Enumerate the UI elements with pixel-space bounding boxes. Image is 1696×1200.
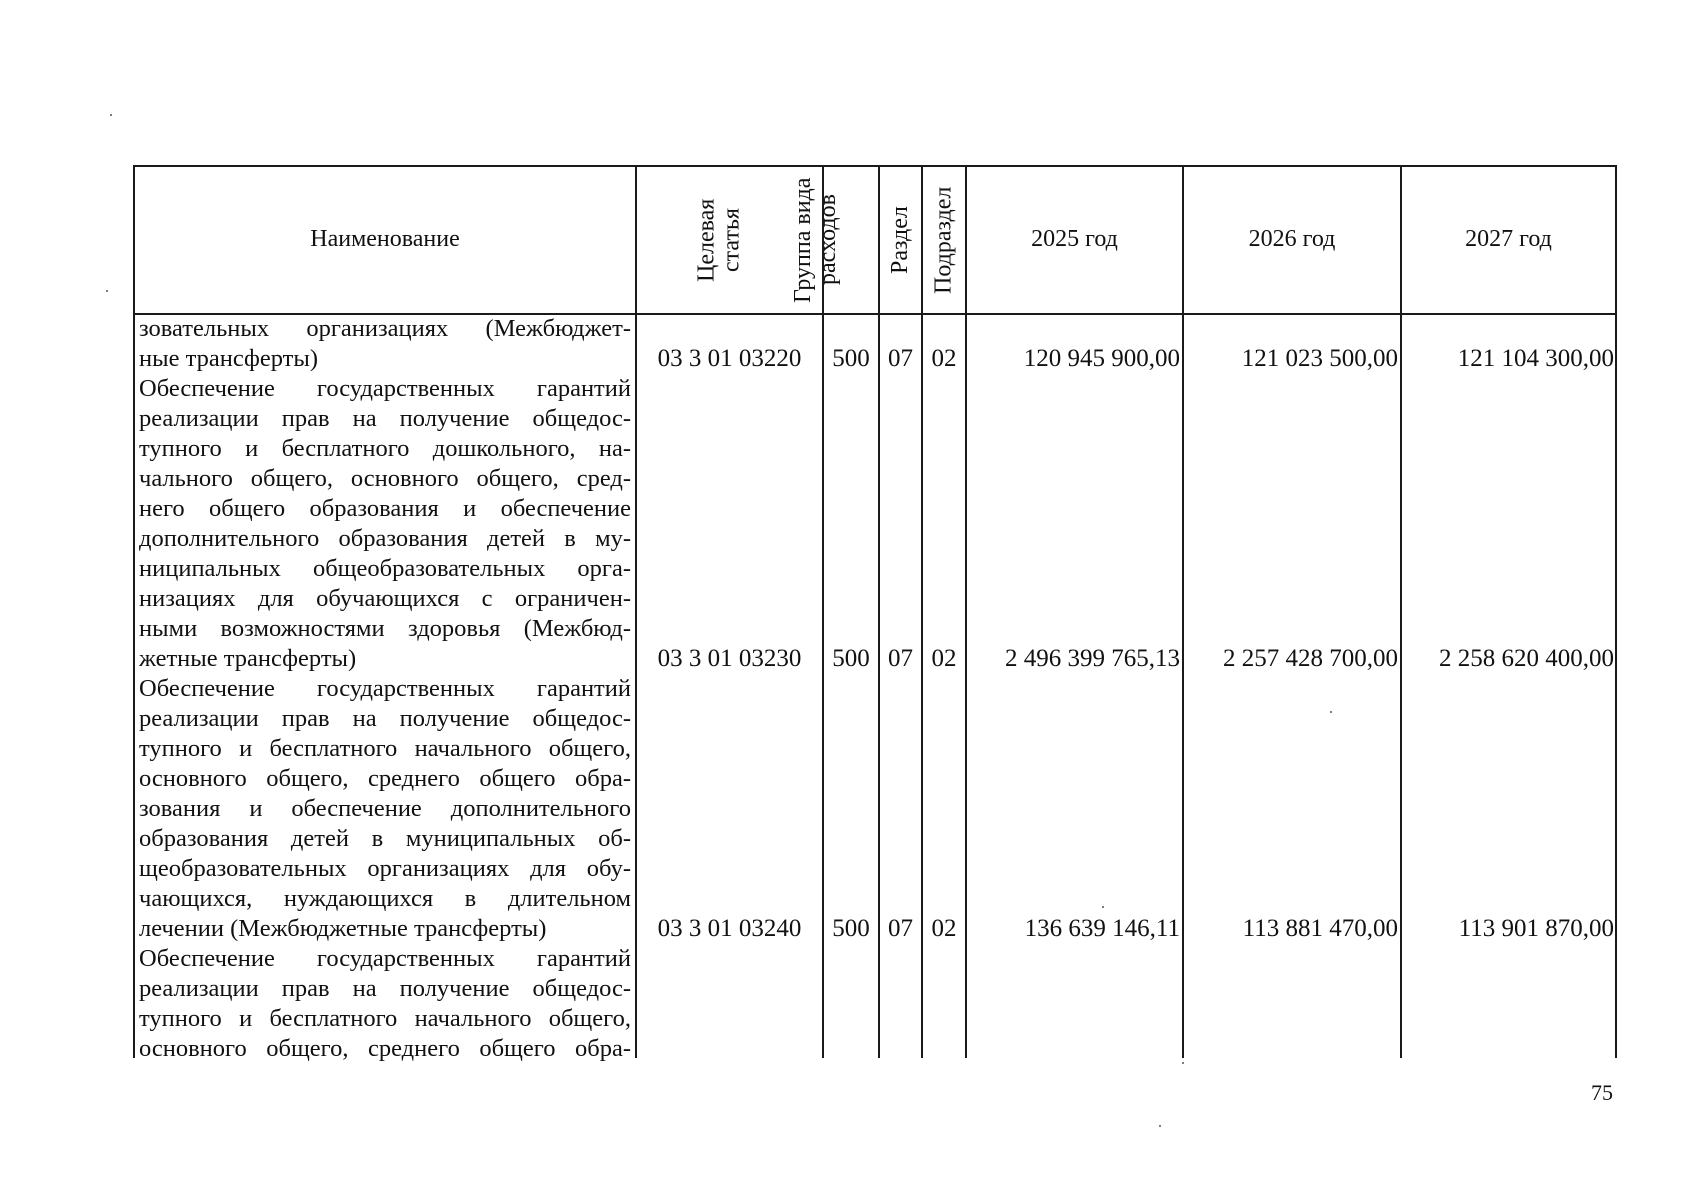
scan-speck — [1330, 711, 1332, 713]
header-expense-group — [790, 167, 878, 313]
scan-speck — [106, 290, 108, 292]
description-line: зования и обеспечение дополнительного — [139, 795, 631, 822]
description-line: реализации прав на получение общедос- — [139, 705, 631, 732]
scan-speck — [1102, 906, 1104, 908]
scan-speck — [110, 114, 112, 116]
description-line: тупного и бесплатного дошкольного, на- — [139, 435, 631, 462]
row-2-target-article: 03 3 01 03230 — [657, 645, 802, 672]
row-1-section: 07 — [888, 345, 913, 372]
description-text — [139, 314, 631, 1064]
scan-speck — [1159, 1125, 1161, 1127]
row-1-target-article: 03 3 01 03220 — [657, 345, 802, 372]
description-line: реализации прав на получение общедос- — [139, 975, 631, 1002]
description-line: Обеспечение государственных гарантий — [139, 375, 631, 402]
description-line: основного общего, среднего общего обра- — [139, 765, 631, 792]
description-line: лечении (Межбюджетные трансферты) — [139, 915, 547, 942]
description-line: основного общего, среднего общего обра- — [139, 1035, 631, 1062]
row-1-2027: 121 104 300,00 — [1457, 345, 1614, 372]
description-line: Обеспечение государственных гарантий — [139, 675, 631, 702]
header-2026: 2026 год — [1248, 226, 1336, 253]
row-1-subsection: 02 — [931, 345, 957, 372]
row-2-2027: 2 258 620 400,00 — [1439, 645, 1614, 672]
header-target-article-label: Целевая статья — [693, 198, 745, 282]
description-line: тупного и бесплатного начального общего, — [139, 735, 631, 762]
description-line: чающихся, нуждающихся в длительном — [139, 885, 631, 912]
header-expense-group-label: Группа вида расходов — [790, 177, 842, 303]
description-line: него общего образования и обеспечение — [139, 495, 631, 522]
row-3-expense-group: 500 — [832, 915, 870, 942]
description-line: ниципальных общеобразовательных орга- — [139, 555, 631, 582]
scan-speck — [1182, 1062, 1184, 1064]
row-2-section: 07 — [888, 645, 913, 672]
description-line: тупного и бесплатного начального общего, — [139, 1005, 631, 1032]
header-2025: 2025 год — [1031, 226, 1118, 253]
row-3-subsection: 02 — [931, 915, 957, 942]
row-2-2025: 2 496 399 765,13 — [1005, 645, 1180, 672]
row-3-2027: 113 901 870,00 — [1458, 915, 1614, 942]
description-line: зовательных организациях (Межбюджет- — [139, 315, 631, 342]
row-3-2026: 113 881 470,00 — [1242, 915, 1398, 942]
description-line: жетные трансферты) — [139, 645, 357, 672]
header-section: Раздел — [886, 206, 913, 274]
row-3-section: 07 — [888, 915, 913, 942]
description-line: низациях для обучающихся с ограничен- — [139, 585, 631, 612]
header-2027: 2027 год — [1465, 226, 1552, 253]
header-name: Наименование — [310, 226, 460, 253]
row-3-2025: 136 639 146,11 — [1024, 915, 1180, 942]
row-1-2026: 121 023 500,00 — [1241, 345, 1398, 372]
row-2-subsection: 02 — [931, 645, 957, 672]
description-line: щеобразовательных организациях для обу- — [139, 855, 631, 882]
row-2-expense-group: 500 — [832, 645, 870, 672]
description-line: Обеспечение государственных гарантий — [139, 945, 631, 972]
description-line: дополнительного образования детей в му- — [139, 525, 631, 552]
col-border-right — [1615, 165, 1617, 1058]
description-line: образования детей в муниципальных об- — [139, 825, 631, 852]
page-number: 75 — [1591, 1080, 1613, 1105]
row-1-expense-group: 500 — [832, 345, 870, 372]
row-3-target-article: 03 3 01 03240 — [657, 915, 802, 942]
description-line: реализации прав на получение общедос- — [139, 405, 631, 432]
row-1-2025: 120 945 900,00 — [1023, 345, 1180, 372]
row-2-2026: 2 257 428 700,00 — [1223, 645, 1398, 672]
description-line: ными возможностями здоровья (Межбюд- — [139, 615, 631, 642]
description-line: ные трансферты) — [139, 345, 318, 372]
description-line: чального общего, основного общего, сред- — [139, 465, 631, 492]
header-subsection: Подраздел — [930, 186, 957, 294]
